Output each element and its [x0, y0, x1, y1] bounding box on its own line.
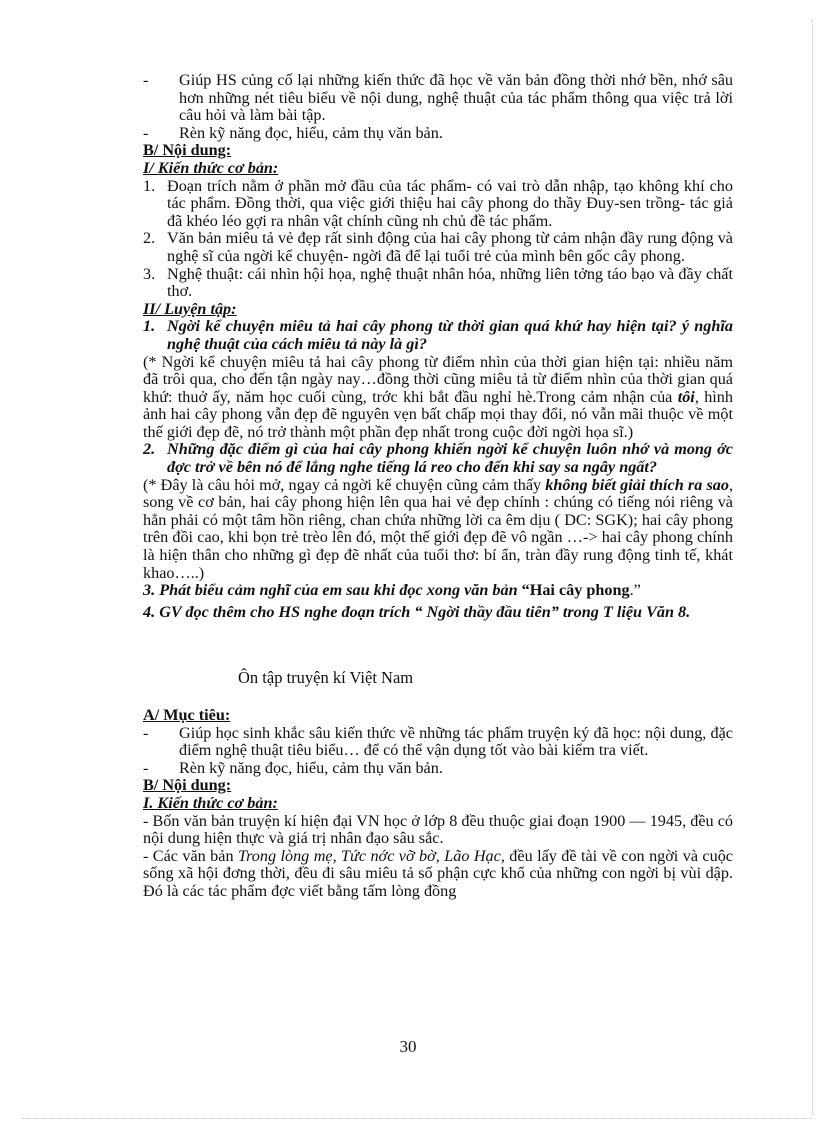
section-title: Ôn tập truyện kí Việt Nam: [238, 668, 414, 688]
answer-1: (* Ngời kể chuyện miêu tả hai cây phong từ điểm nhìn của thời gian hiện tại: nhiều năm đã trôi qua, cho đến tận ngày nay…đồng thời cũng miêu tả từ điểm nhìn của thời gian quá khứ: thuở ấy, năm học cuối cùng, trớc khi bắt đầu nghỉ hè.Trong cảm nhận của tôi, hình ảnh hai cây phong vẫn đẹp đẽ nguyên vẹn bất chấp mọi thay đổi, nó vẫn mãi thuộc về một thế giới đẹp đẽ, nó trở thành một phần đẹp nhất trong cuộc đời ngời họa sĩ.): [143, 352, 733, 441]
knowledge-item-1: 1. Đoạn trích nằm ở phần mở đầu của tác phẩm- có vai trò dẫn nhập, tạo không khí cho tác phẩm. Đồng thời, qua việc giới thiệu hai cây phong do thầy Đuy-sen trồng- tác giả đã khéo léo gợi ra nhân vật chính cũng nh chủ đề tác phẩm.: [143, 176, 733, 230]
question-2: 2. Những đặc điểm gì của hai cây phong khiến ngời kể chuyện luôn nhớ và mong ớc đợc trở về bên nó để lắng nghe tiếng lá reo cho đến khi say sa ngây ngất?: [143, 440, 733, 477]
page-content: [143, 72, 733, 901]
question-1: 1. Ngời kể chuyện miêu tả hai cây phong từ thời gian quá khứ hay hiện tại? ý nghĩa nghệ thuật của cách miêu tả này là gì?: [143, 317, 733, 353]
intro-objective-2: - Rèn kỹ năng đọc, hiểu, cảm thụ văn bản.: [143, 125, 733, 143]
practice-heading: II/ Luyện tập:: [143, 299, 237, 318]
question-3: 3. Phát biểu cảm nghĩ của em sau khi đọc xong văn bản “Hai cây phong.”: [143, 581, 641, 600]
question-4: 4. GV đọc thêm cho HS nghe đoạn trích “ Ngời thầy đầu tiên” trong T liệu Văn 8.: [143, 602, 691, 621]
objective-2: - Rèn kỹ năng đọc, hiểu, cảm thụ văn bản.: [143, 760, 733, 778]
paragraph-1: - Bốn văn bản truyện kí hiện đại VN học ở lớp 8 đều thuộc giai đoạn 1900 — 1945, đều có nội dung hiện thực và giá trị nhân đạo sâu sắc.: [143, 811, 733, 848]
basic-knowledge-heading: I/ Kiến thức cơ bản:: [143, 158, 279, 177]
content-heading: B/ Nội dung:: [143, 141, 232, 160]
objective-1: - Giúp học sinh khắc sâu kiến thức về những tác phẩm truyện ký đã học: nội dung, đặc điểm nghệ thuật tiêu biểu… để có thể vận dụng tốt vào bài kiểm tra viết.: [143, 725, 733, 760]
knowledge-item-2: 2. Văn bản miêu tả vẻ đẹp rất sinh động của hai cây phong từ cảm nhận đầy rung động và nghệ sĩ của ngời kể chuyện- ngời đã để lại tuổi trẻ của mình bên gốc cây phong.: [143, 229, 733, 265]
content-heading-2: B/ Nội dung:: [143, 776, 232, 795]
right-dotted-divider: [812, 20, 813, 1115]
objectives-heading: A/ Mục tiêu:: [143, 706, 231, 724]
answer-2: (* Đây là câu hỏi mở, ngay cả ngời kể chuyện cũng cảm thấy không biết giải thích ra sao, song về cơ bản, hai cây phong hiện lên qua hai vẻ đẹp chính : chúng có tiếng nói riêng và hẳn phải có một tâm hồn riêng, chan chứa những lời ca êm dịu ( DC: SGK); hai cây phong trên đồi cao, khi bọn trẻ trèo lên đó, một thế giới đẹp đẽ vô ngần …-> hai cây phong chính là hiện thân cho những gì đẹp đẽ nhất của tuổi thơ: bí ẩn, tràn đầy rung động tinh tế, khát khao…..): [143, 475, 733, 582]
basic-knowledge-heading-2: I. Kiến thức cơ bản:: [143, 793, 278, 812]
page-number: 30: [399, 1037, 417, 1056]
paragraph-2: - Các văn bản Trong lòng mẹ, Tức nớc vỡ bờ, Lão Hạc, đều lấy đề tài về con ngời và cuộc sống xã hội đơng thời, đều đi sâu miêu tả số phận cực khổ của những con ngời bị vùi dập. Đó là các tác phẩm đợc viết bằng tấm lòng đồng: [143, 846, 733, 900]
knowledge-item-3: 3. Nghệ thuật: cái nhìn hội họa, nghệ thuật nhân hóa, những liên tởng táo bạo và đầy chất thơ.: [143, 264, 733, 301]
bottom-dotted-divider: [22, 1118, 812, 1119]
intro-objective-1: - Giúp HS củng cố lại những kiến thức đã học về văn bản đồng thời nhớ bền, nhớ sâu hơn những nét tiêu biểu về nội dung, nghệ thuật của tác phẩm thông qua việc trả lời câu hỏi và làm bài tập.: [143, 72, 733, 125]
